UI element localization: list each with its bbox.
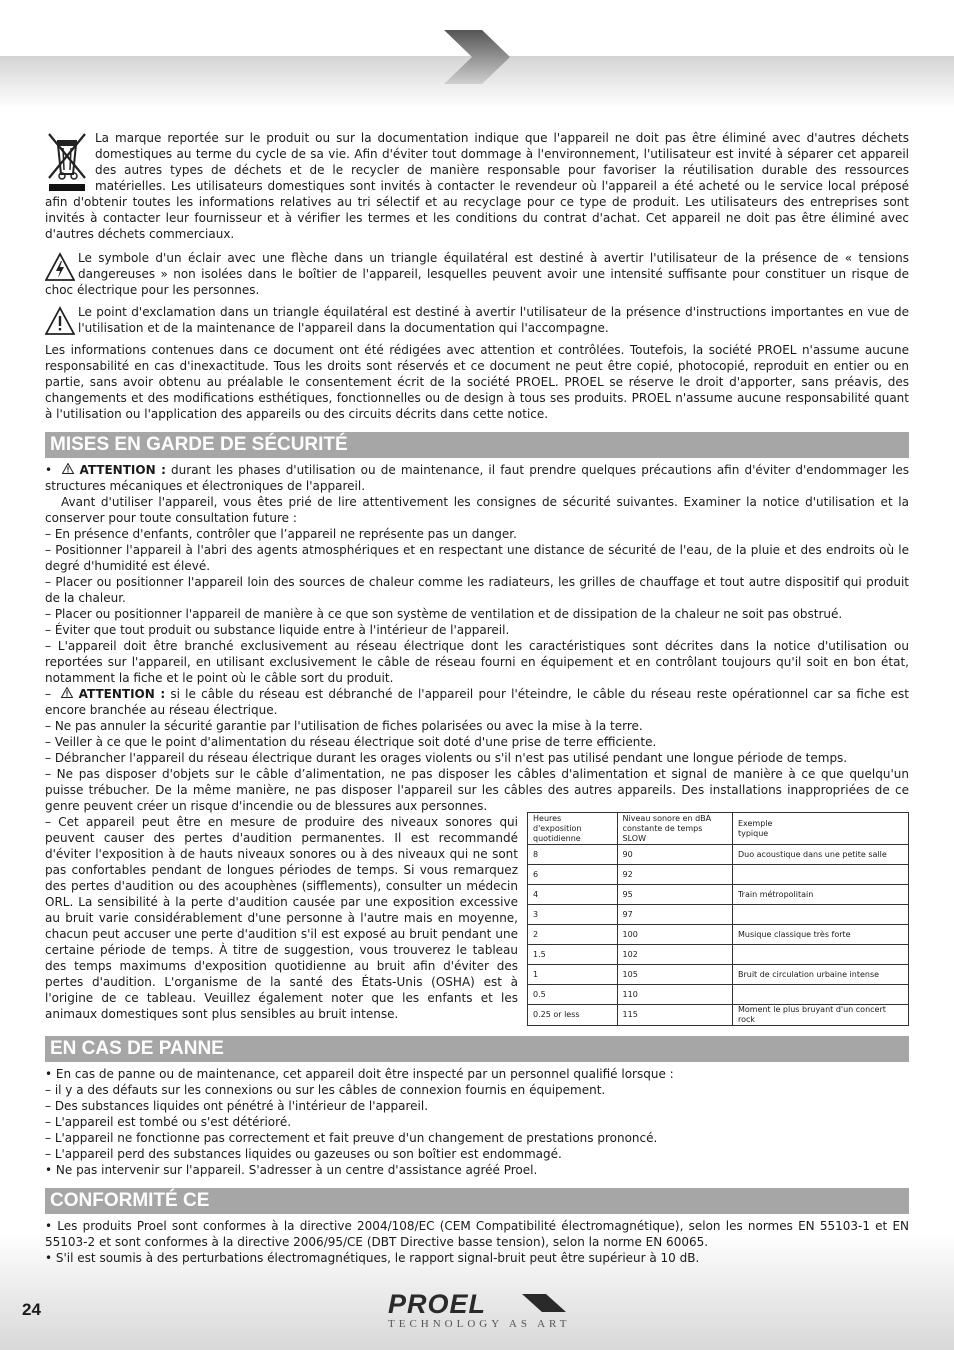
section-title-failure: EN CAS DE PANNE — [45, 1036, 909, 1062]
list-item: – Veiller à ce que le point d'alimentation du réseau électrique soit doté d'une prise de terre efficiente. — [45, 735, 657, 749]
dash: – — [45, 687, 51, 701]
list-item: – En présence d'enfants, contrôler que l’appareil ne représente pas un danger. — [45, 527, 517, 541]
exclamation-warning-icon — [45, 306, 75, 336]
safety-intro: Avant d'utiliser l'appareil, vous êtes prié de lire attentivement les consignes de sécurité suivantes. Examiner la notice d'utilisation et la conserver pour toute consultation future : — [45, 495, 909, 525]
list-item: • En cas de panne ou de maintenance, cet appareil doit être inspecté par un personnel qualifié lorsque : — [45, 1067, 674, 1081]
warning-icon — [61, 687, 73, 698]
list-item: – Placer ou positionner l'appareil de manière à ce que son système de ventilation et de dissipation de la chaleur ne soit pas obstrué. — [45, 607, 843, 621]
table-row: 8 90 Duo acoustique dans une petite salle — [528, 845, 909, 865]
svg-text:PROEL: PROEL — [388, 1290, 487, 1319]
attention-cable-paragraph — [45, 686, 909, 718]
list-item: • Ne pas intervenir sur l'appareil. S'adresser à un centre d'assistance agréé Proel. — [45, 1163, 538, 1177]
chevron-right-icon — [444, 30, 510, 84]
attention-text: durant les phases d'utilisation ou de maintenance, il faut prendre quelques précautions afin d'éviter d'endommager les structures mécaniques et électroniques de l'appareil. — [45, 463, 909, 493]
section-title-ce: CONFORMITÉ CE — [45, 1188, 909, 1214]
safety-list-b — [45, 718, 909, 814]
list-item: – Placer ou positionner l'appareil loin des sources de chaleur comme les radiateurs, les grilles de chauffage et tout autre dispositif qui produit de la chaleur. — [45, 575, 909, 605]
table-row: 6 92 — [528, 865, 909, 885]
warning-icon — [62, 463, 74, 474]
noise-exposure-table — [527, 812, 909, 1026]
lightning-text: Le symbole d'un éclair avec une flèche dans un triangle équilatéral est destiné à avertir l'utilisateur de la présence de « tensions dangereuses » non isolées dans le boîtier de l'appareil, lesquelles peuvent avoir une intensité suffisante pour constituer un risque de choc électrique pour les personnes. — [45, 251, 909, 297]
list-item: – Ne pas disposer d'objets sur le câble d’alimentation, ne pas disposer les câbles d'alimentation et signal de manière à ce que quelqu'un puisse trébucher. De la même manière, ne pas disposer l'appareil sur les câbles des autres appareils. Des installations inappropriées de ce genre peuvent créer un risque d'incendie ou de blessures aux personnes. — [45, 767, 909, 813]
ce-list — [45, 1218, 909, 1266]
logo-tagline: TECHNOLOGY AS ART — [388, 1318, 571, 1330]
attention-label: ATTENTION : — [78, 687, 166, 701]
list-item: – Débrancher l'appareil du réseau électrique durant les orages violents ou s'il n'est pas utilisé pendant une longue période de temps. — [45, 751, 848, 765]
safety-list-a — [45, 526, 909, 686]
table-header-row — [528, 813, 909, 845]
table-row: 0.5 110 — [528, 985, 909, 1005]
attention-text: si le câble du réseau est débranché de l'appareil pour l'éteindre, le câble du réseau reste opérationnel car sa fiche est encore branchée au réseau électrique. — [45, 687, 909, 717]
lightning-notice — [45, 250, 909, 298]
section-title-safety: MISES EN GARDE DE SÉCURITÉ — [45, 432, 909, 458]
table-row: 0.25 or less 115 Moment le plus bruyant d'un concert rock — [528, 1005, 909, 1026]
list-item: – Des substances liquides ont pénétré à l'intérieur de l'appareil. — [45, 1099, 429, 1113]
table-row: 1 105 Bruit de circulation urbaine intense — [528, 965, 909, 985]
crossed-bin-icon — [45, 130, 89, 194]
list-item: – L'appareil ne fonctionne pas correctement et fait preuve d'un changement de prestations prononcé. — [45, 1131, 658, 1145]
list-item: – Éviter que tout produit ou substance liquide entre à l'intérieur de l'appareil. — [45, 623, 510, 637]
noise-text: – Cet appareil peut être en mesure de produire des niveaux sonores qui peuvent causer des pertes d'audition permanentes. Il est recommandé d'éviter l'exposition à de hauts niveaux sonores ou à des niveaux qui ne sont pas confortables pendant de longues périodes de temps. Si vous remarquez des pertes d'audition ou des acouphènes (sifflements), consulter un médecin ORL. La sensibilité à la perte d'audition causée par une exposition excessive au bruit varie considérablement d'une personne à l'autre mais en moyenne, chacun peut accuser une perte d'audition s'il est exposé au bruit pendant une certaine période de temps. À titre de suggestion, vous trouverez le tableau des temps maximums d'exposition quotidienne au bruit afin d'éviter des pertes d'audition. L'organisme de la santé des États-Unis (OSHA) est à l'origine de ce tableau. Veuillez également noter que les enfants et les animaux domestiques sont plus sensibles au bruit intense. — [45, 815, 518, 1021]
table-header-cell: Niveau sonore en dBA constante de temps SLOW — [617, 813, 732, 845]
disclaimer-text: Les informations contenues dans ce document ont été rédigées avec attention et contrôlées. Toutefois, la société PROEL n'assume aucune responsabilité en cas d'inexactitude. Tous les droits sont réservés et ce document ne peut être copié, photocopié, reproduit en entier ou en partie, sans avoir obtenu au préalable le consentement écrit de la société PROEL. PROEL se réserve le droit d'apporter, sans préavis, des changements et des modifications esthétiques, fonctionnelles ou de design à tous ses produits. PROEL n'assume aucune responsabilité quant à l'utilisation ou l'application des appareils ou des circuits décrits dans cette notice. — [45, 343, 909, 421]
table-row: 2 100 Musique classique très forte — [528, 925, 909, 945]
bullet: • — [45, 463, 53, 477]
list-item: – Positionner l'appareil à l'abri des agents atmosphériques et en respectant une distance de sécurité de l'eau, de la pluie et des endroits où le degré d'humidité est élevé. — [45, 543, 909, 573]
list-item: – il y a des défauts sur les connexions ou sur les câbles de connexion fournis en équipement. — [45, 1083, 606, 1097]
weee-notice — [45, 130, 909, 242]
lightning-warning-icon — [45, 252, 75, 282]
list-item: – Ne pas annuler la sécurité garantie par l'utilisation de fiches polarisées ou avec la mise à la terre. — [45, 719, 643, 733]
table-header-cell: Exemple typique — [732, 813, 908, 845]
list-item: – L'appareil doit être branché exclusivement au réseau électrique dont les caractéristiques sont décrites dans la notice d'utilisation ou reportées sur l'appareil, en utilisant exclusivement le câble de réseau fourni en équipement et en contrôlant toujours qu'il soit en bon état, notamment la fiche et le point où le câble sort du produit. — [45, 639, 909, 685]
table-row: 4 95 Train métropolitain — [528, 885, 909, 905]
exclamation-text: Le point d'exclamation dans un triangle équilatéral est destiné à avertir l'utilisateur de la présence d'instructions importantes en vue de l'utilisation et de la maintenance de l'appareil dans la documentation qui l'accompagne. — [78, 305, 909, 335]
table-header-cell: Heures d'exposition quotidienne — [528, 813, 618, 845]
table-row: 1.5 102 — [528, 945, 909, 965]
page-number: 24 — [22, 1300, 41, 1319]
list-item: – L'appareil est tombé ou s'est détérioré. — [45, 1115, 292, 1129]
attention-label: ATTENTION : — [79, 463, 166, 477]
failure-list — [45, 1066, 909, 1178]
attention-paragraph — [45, 462, 909, 494]
list-item: – L'appareil perd des substances liquides ou gazeuses ou son boîtier est endommagé. — [45, 1147, 562, 1161]
list-item: • S'il est soumis à des perturbations électromagnétiques, le rapport signal-bruit peut être supérieur à 10 dB. — [45, 1251, 700, 1265]
table-row: 3 97 — [528, 905, 909, 925]
weee-text: La marque reportée sur le produit ou sur la documentation indique que l'appareil ne doit pas être éliminé avec d'autres déchets domestiques au terme du cycle de sa vie. Afin d'éviter tout dommage à l'environnement, l'utilisateur est invité à séparer cet appareil des autres types de déchets et de le recycler de manière responsable pour favoriser la réutilisation durable des ressources matérielles. Les utilisateurs domestiques sont invités à contacter le revendeur où l'appareil a été acheté ou le service local préposé afin d'obtenir toutes les informations relatives au tri sélectif et au recyclage pour ce type de produit. Les utilisateurs des entreprises sont invités à contacter leur fournisseur et à vérifier les termes et les conditions du contrat d'achat. Cet appareil ne doit pas être éliminé avec d'autres déchets commerciaux. — [45, 131, 909, 241]
page-content — [45, 130, 909, 1266]
list-item: • Les produits Proel sont conformes à la directive 2004/108/EC (CEM Compatibilité électromagnétique), selon les normes EN 55103-1 et EN 55103-2 et sont conformes à la directive 2006/95/CE (DBT Directive basse tension), selon la norme EN 60065. — [45, 1219, 909, 1249]
exclamation-notice — [45, 304, 909, 336]
